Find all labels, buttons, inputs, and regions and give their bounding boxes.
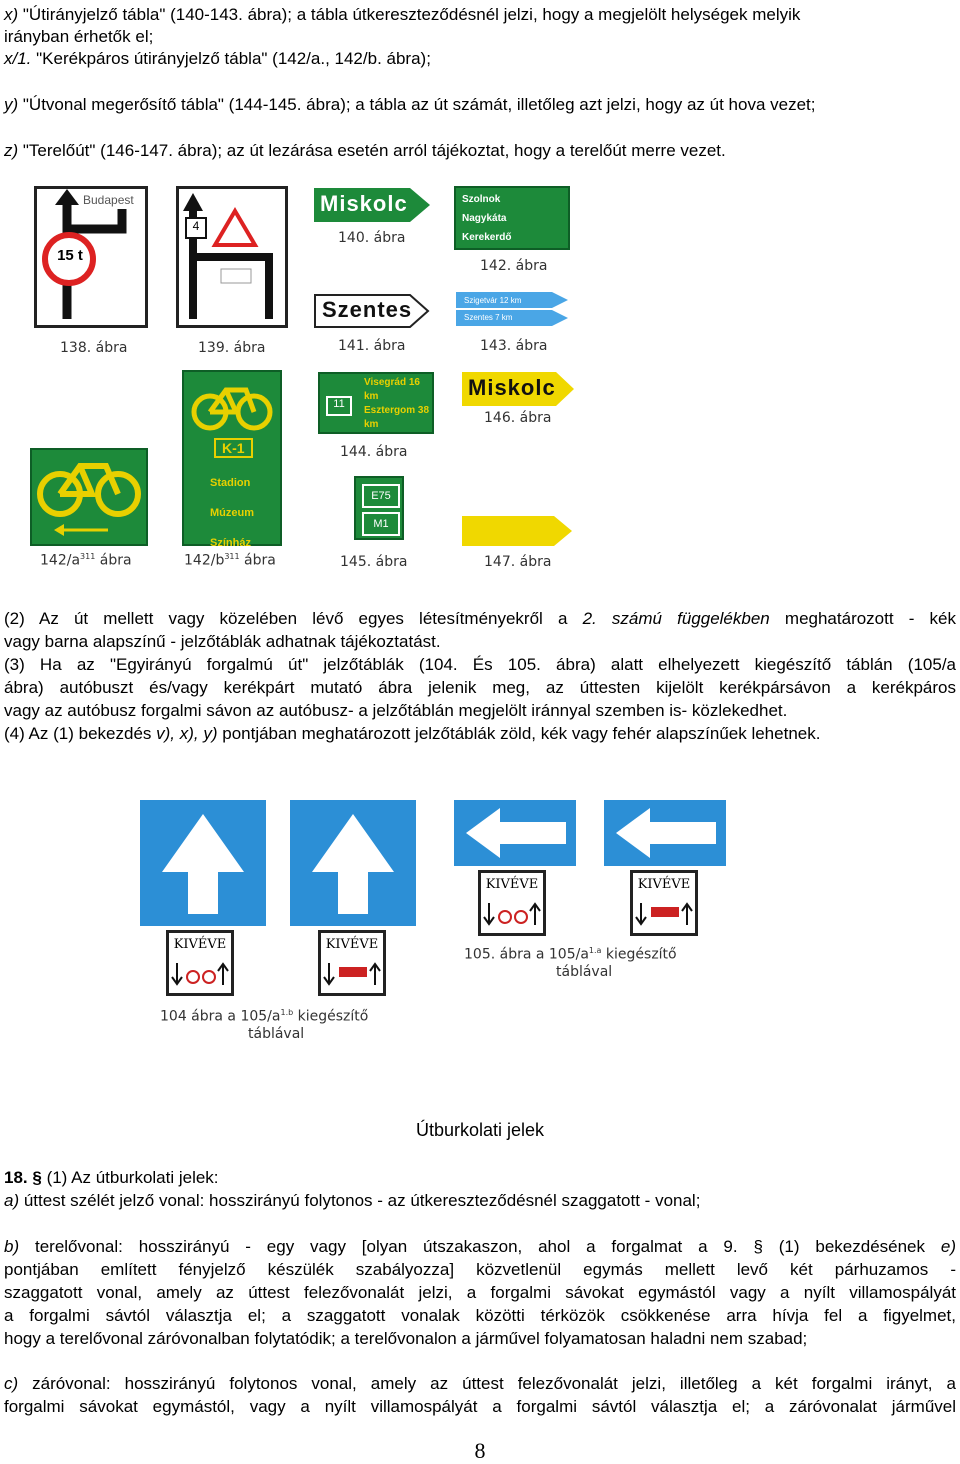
sign-145 <box>354 476 404 540</box>
item-z <box>4 140 956 162</box>
caption-143: 143. ábra <box>480 338 548 354</box>
text-span: (1) Az útburkolati jelek: <box>41 1168 219 1187</box>
text-span: vagy barna alapszínű - jelzőtáblák adhatnak tájékoztatást. <box>4 632 441 651</box>
item-label: z) <box>4 141 19 160</box>
sign-142a <box>30 448 148 546</box>
caption-105-line2: táblával <box>556 964 613 980</box>
item-x-line2 <box>4 26 956 48</box>
caption-142: 142. ábra <box>480 258 548 274</box>
destination-row: Múzeum <box>210 507 254 519</box>
reference-text: v), x), y) <box>156 724 218 743</box>
para-3-line1 <box>4 654 956 676</box>
bicycle-arrows-icon <box>481 899 543 929</box>
bicycle-icon <box>32 450 146 544</box>
caption-147: 147. ábra <box>484 554 552 570</box>
item-label: a) <box>4 1191 20 1210</box>
text-span: úttest szélét jelző vonal: hosszirányú folytonos - az útkereszteződésnél szaggatott - vonal; <box>19 1191 701 1210</box>
plate-105-bus <box>630 870 698 936</box>
sign-144 <box>318 372 434 434</box>
sign-town-label: Szentes <box>322 297 413 322</box>
caption-104: 104 ábra a $105/a^{1.b}$ kiegészítő <box>160 1008 369 1025</box>
item-text: "Terelőút" (146-147. ábra); az út lezárása esetén arról tájékoztat, hogy a terelőút merre vezet. <box>18 141 726 160</box>
detour-arrow-shape <box>462 516 572 546</box>
para-4 <box>4 723 956 745</box>
item-x1 <box>4 48 956 70</box>
direction-row: Szentes 7 km <box>464 313 513 322</box>
direction-row: Nagykáta <box>462 213 507 224</box>
road-number-badge: 11 <box>326 396 352 416</box>
sec18-intro <box>4 1167 956 1189</box>
caption-145: 145. ábra <box>340 554 408 570</box>
item-label: x) <box>4 5 19 24</box>
caption-139: 139. ábra <box>198 340 266 356</box>
sign-138 <box>34 186 148 328</box>
item-text: "Kerékpáros útirányjelző tábla" (142/a., 142/b. ábra); <box>31 49 431 68</box>
plate-104-bus <box>318 930 386 996</box>
sign-town-label: Budapest <box>83 193 134 207</box>
paragraph-sign: § <box>32 1168 42 1187</box>
sign-142b <box>182 370 282 549</box>
item-label: c) <box>4 1374 19 1393</box>
item-text: "Útirányjelző tábla" (140-143. ábra); a tábla útkereszteződésnél jelzi, hogy a megjelölt helységek melyik <box>18 5 801 24</box>
oneway-figure <box>0 790 960 1050</box>
sign-141 <box>314 294 430 328</box>
sign-146 <box>462 372 574 406</box>
sign-104-left <box>140 800 266 926</box>
item-label: b) <box>4 1237 20 1256</box>
text-span: ábra) autóbuszt és/vagy kerékpárt mutató ábra jelenik meg, az úttesten kijelölt kerékpársávon a kerékpáros <box>4 678 956 697</box>
caption-144: 144. ábra <box>340 444 408 460</box>
arrow-up-icon <box>290 800 416 926</box>
text-span: (4) Az (1) bekezdés <box>4 724 157 743</box>
caption-138: 138. ábra <box>60 340 128 356</box>
destination-row: Színház <box>210 537 251 549</box>
direction-row: Kerekerdő <box>462 232 512 243</box>
plate-105-bicycle <box>478 870 546 936</box>
caption-146: 146. ábra <box>484 410 552 426</box>
caption-141: 141. ábra <box>338 338 406 354</box>
direction-row: Szolnok <box>462 194 501 205</box>
e-road-badge: E75 <box>362 484 400 508</box>
arrow-up-icon <box>140 800 266 926</box>
sign-142 <box>454 186 570 250</box>
para-2-line1 <box>4 608 956 630</box>
text-span: pontjában meghatározott jelzőtáblák zöld, kék vagy fehér alapszínűek lehetnek. <box>217 724 821 743</box>
item-x-line1 <box>4 4 956 26</box>
bicycle-arrows-icon <box>169 959 231 989</box>
page-number: 8 <box>474 1438 486 1463</box>
para-3-line2 <box>4 677 956 699</box>
kiveve-label: KIVÉVE <box>637 877 691 892</box>
section-number: 18. <box>4 1168 28 1187</box>
direction-row: Szigetvár 12 km <box>464 296 522 305</box>
direction-row: Esztergom 38 km <box>364 405 430 430</box>
sec18-b-line4: a forgalmi sávtól választja el; a szaggatott vonalak közötti térközök csökkenése arra hívja fel a figyelmet, <box>4 1306 956 1325</box>
m-road-badge: M1 <box>362 512 400 536</box>
weight-limit-text: 15 t <box>57 247 83 264</box>
kiveve-label: KIVÉVE <box>485 877 539 892</box>
text-span: (3) Ha az "Egyirányú forgalmú út" jelzőtáblák (104. És 105. ábra) alatt elhelyezett kiegészítő táblán (105/a <box>4 655 956 674</box>
kiveve-label: KIVÉVE <box>173 937 227 952</box>
item-label: y) <box>4 95 19 114</box>
caption-104-line2: táblával <box>248 1026 305 1042</box>
item-y <box>4 94 956 116</box>
sec18-a <box>4 1190 956 1212</box>
signs-figure <box>0 180 960 580</box>
caption-142b: $142/b^{311}$ ábra <box>184 552 276 569</box>
bus-arrows-icon <box>633 899 695 929</box>
sec18-b-line1 <box>4 1236 956 1258</box>
plate-104-bicycle <box>166 930 234 996</box>
route-label: K-1 <box>214 438 253 458</box>
text-span: vagy az autóbusz forgalmi sávon az autóbusz- a jelzőtáblán megjelölt iránnyal szemben is- közlekedhet. <box>4 701 788 720</box>
item-label: e) <box>940 1237 956 1256</box>
sec18-b-line3: szaggatott vonal, amely az úttest felezővonalát jelzi, a forgalmi sávokat egymástól vagy a nyílt villamospályát <box>4 1283 956 1302</box>
arrow-left-icon <box>604 800 726 866</box>
sign-105-left <box>454 800 576 866</box>
sign-104-right <box>290 800 416 926</box>
para-2-line2 <box>4 631 956 653</box>
sec18-c-line1 <box>4 1373 956 1395</box>
sec18-b-line5: hogy a terelővonal záróvonalban folytatódik; a terelővonalon a járművel folyamatosan haladni nem szabad; <box>4 1329 808 1348</box>
destination-row: Stadion <box>210 477 251 489</box>
sign-105-right <box>604 800 726 866</box>
para-3-line3 <box>4 700 956 722</box>
junction-arrow-icon <box>179 189 285 325</box>
arrow-left-icon <box>454 800 576 866</box>
text-span: meghatározott - kék <box>769 609 956 628</box>
caption-105: 105. ábra a $105/a^{1.a}$ kiegészítő <box>464 946 677 963</box>
text-span: terelővonal: hosszirányú - egy vagy [olyan útszakaszon, ahol a forgalmat a 9. § (1) bekezdésének <box>19 1237 941 1256</box>
caption-140: 140. ábra <box>338 230 406 246</box>
text-span: záróvonal: hosszirányú folytonos vonal, amely az úttest felezővonalát jelzi, illetőleg a két forgalmi irányt, a <box>18 1374 956 1393</box>
sign-town-label: Miskolc <box>468 375 556 400</box>
sign-139 <box>176 186 288 328</box>
direction-row: Visegrád 16 km <box>364 377 420 402</box>
kiveve-label: KIVÉVE <box>325 937 379 952</box>
sign-140 <box>314 188 430 222</box>
text-span: (2) Az út mellett vagy közelében lévő egyes létesítményekről a <box>4 609 583 628</box>
bicycle-icon <box>184 372 280 442</box>
caption-142a: $142/a^{311}$ ábra <box>40 552 132 569</box>
bus-arrows-icon <box>321 959 383 989</box>
sign-147 <box>462 516 572 546</box>
sec18-b-line2: pontjában említett fényjelző készülék szabályozza] közvetlenül egymás mellett levő két párhuzamos - <box>4 1260 956 1279</box>
item-text: irányban érhetők el; <box>4 27 154 46</box>
sec18-c-line2: forgalmi sávokat egymástól, vagy a nyílt villamospályát a forgalmi sávtól választja el; a záróvonalat járművel <box>4 1397 956 1416</box>
sign-town-label: Miskolc <box>320 191 408 216</box>
item-text: "Útvonal megerősítő tábla" (144-145. ábra); a tábla az út számát, illetőleg azt jelzi, hogy az út hova vezet; <box>18 95 816 114</box>
reference-text: 2. számú függelékben <box>582 609 770 628</box>
section-heading: Útburkolati jelek <box>415 1120 545 1140</box>
sign-143 <box>456 292 572 326</box>
item-label: x/1. <box>4 49 32 68</box>
road-number-badge: 4 <box>185 217 207 239</box>
